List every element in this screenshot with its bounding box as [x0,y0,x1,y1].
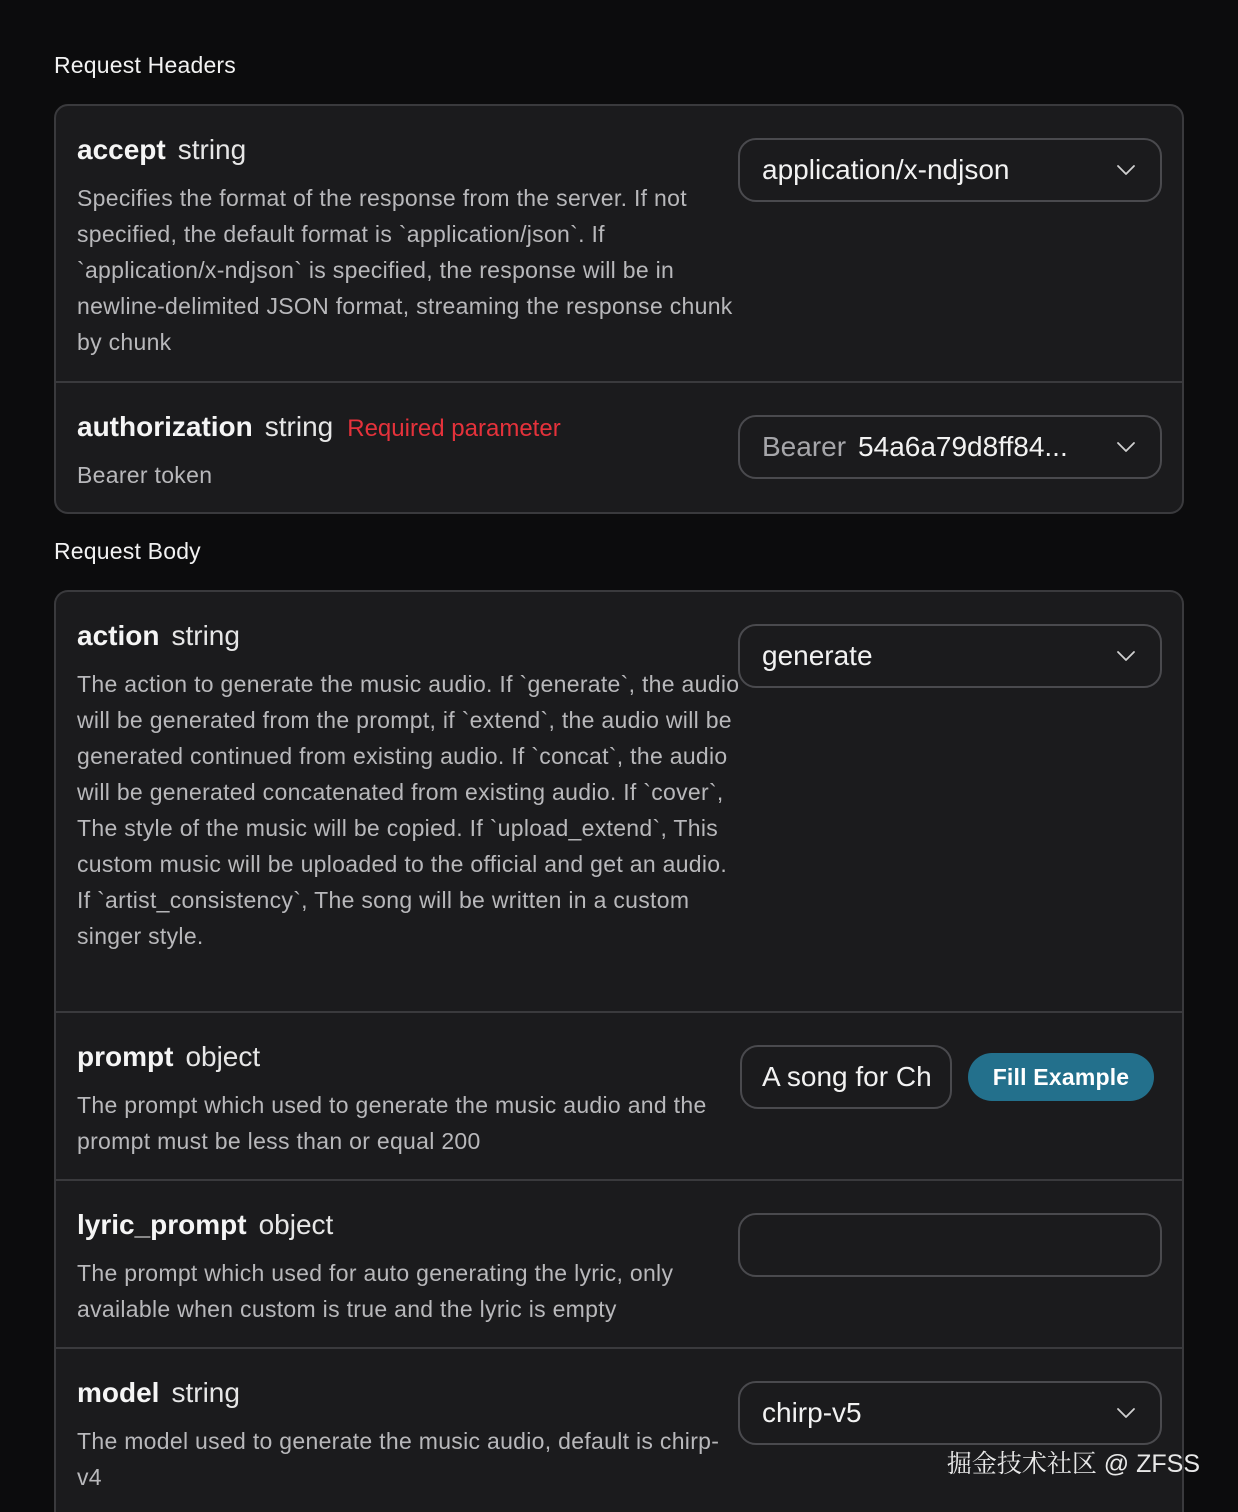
required-badge: Required parameter [347,415,561,442]
prompt-input[interactable]: A song for Ch [740,1045,952,1109]
chevron-down-icon [1114,158,1138,182]
param-description: Bearer token [77,462,213,488]
request-body-panel [54,590,1184,1512]
model-select[interactable] [738,1381,1162,1445]
param-description: The model used to generate the music audio, default is chirp-v4 [77,1428,720,1490]
param-row-accept [56,106,1182,383]
param-description: The action to generate the music audio. If `generate`, the audio will be generated from the prompt, if `extend`, the audio will be generated continued from existing audio. If `concat`, the audio will be generated concatenated from existing audio. If `cover`, The style of the music will be copied. If `upload_extend`, This custom music will be uploaded to the official and get an audio. If `artist_consistency`, The song will be written in a custom singer style. [77,671,740,949]
param-name: authorization [77,411,253,442]
token-value: 54a6a79d8ff84... [858,431,1068,462]
bearer-prefix: Bearer [762,431,847,462]
param-row-prompt [56,1013,1182,1181]
param-description: The prompt which used to generate the music audio and the prompt must be less than or equal 200 [77,1092,707,1154]
request-headers-title: Request Headers [54,52,236,78]
request-headers-panel [54,104,1184,514]
param-type: string [171,620,240,651]
param-name: prompt [77,1041,174,1072]
param-type: object [258,1209,334,1240]
param-type: object [185,1041,261,1072]
param-row-authorization [56,383,1182,512]
chevron-down-icon [1114,435,1138,459]
select-value: chirp-v5 [762,1397,862,1428]
chevron-down-icon [1114,1401,1138,1425]
param-row-model [56,1349,1182,1512]
param-description: Specifies the format of the response from the server. If not specified, the default format is `application/json`. If `application/x-ndjson` is specified, the response will be in newline-delimited JSON format, streaming the response chunk by chunk [77,185,733,355]
param-type: string [177,134,247,165]
request-body-title: Request Body [54,538,201,564]
param-name: model [77,1377,160,1408]
param-name: accept [77,134,166,165]
select-value: generate [762,640,873,671]
watermark: 掘金技术社区 @ ZFSS [946,1450,1200,1478]
param-type: string [171,1377,240,1408]
authorization-select[interactable] [738,415,1162,479]
accept-select[interactable] [738,138,1162,202]
action-select[interactable] [738,624,1162,688]
param-type: string [264,411,334,442]
param-row-lyric-prompt [56,1181,1182,1349]
select-value: application/x-ndjson [762,154,1010,185]
chevron-down-icon [1114,644,1138,668]
param-name: action [77,620,160,651]
fill-example-button[interactable]: Fill Example [968,1053,1154,1101]
param-name: lyric_prompt [77,1209,247,1240]
lyric-prompt-input[interactable] [738,1213,1162,1277]
param-description: The prompt which used for auto generating the lyric, only available when custom is true and the lyric is empty [77,1260,674,1322]
param-row-action [56,592,1182,1013]
